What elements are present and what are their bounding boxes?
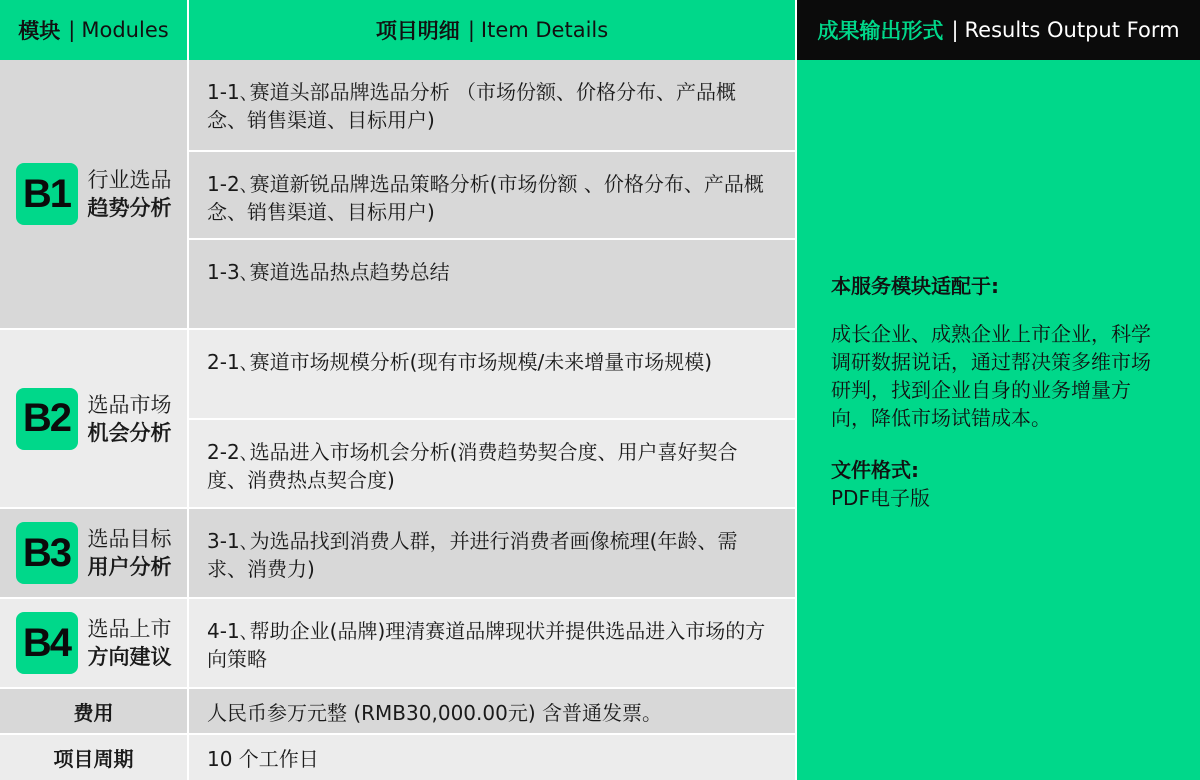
results-body: 成长企业、成熟企业上市企业，科学调研数据说话，通过帮决策多维市场研判，找到企业自身的业务增量方向，降低市场试错成本。 (831, 322, 1151, 430)
module-badge-b1: B1 (16, 163, 78, 225)
item-detail-2-2: 2-2､选品进入市场机会分析(消费趋势契合度、用户喜好契合度、消费热点契合度) (189, 420, 795, 507)
file-format-title: 文件格式: (831, 458, 919, 482)
item-detail-4-1: 4-1､帮助企业(品牌)理清赛道品牌现状并提供选品进入市场的方向策略 (189, 599, 795, 687)
period-label: 项目周期 (0, 735, 187, 780)
period-value: 10 个工作日 (189, 735, 795, 780)
module-title-line2: 机会分析 (87, 420, 172, 445)
module-title-line2: 用户分析 (87, 555, 172, 579)
item-detail-2-1: 2-1､赛道市场规模分析(现有市场规模/未来增量市场规模) (189, 330, 795, 418)
module-title-line2: 趋势分析 (87, 196, 172, 220)
item-detail-1-2: 1-2､赛道新锐品牌选品策略分析(市场份额 、价格分布、产品概念、销售渠道、目标用户) (189, 152, 795, 238)
fee-value: 人民币参万元整 (RMB30,000.00元) 含普通发票。 (189, 689, 795, 733)
fee-label: 费用 (0, 689, 187, 733)
module-badge-b4: B4 (16, 612, 78, 674)
item-detail-3-1: 3-1､为选品找到消费人群，并进行消费者画像梳理(年龄、需求、消费力) (189, 509, 795, 597)
results-panel (797, 60, 1200, 780)
item-detail-1-1: 1-1､赛道头部品牌选品分析 （市场份额、价格分布、产品概念、销售渠道、目标用户) (189, 60, 795, 150)
module-b3 (0, 509, 187, 597)
header-item-details: 项目明细 | Item Details (189, 0, 795, 60)
module-title-line1: 选品目标 (87, 527, 172, 551)
file-format-value: PDF电子版 (831, 486, 930, 510)
module-b2 (0, 330, 187, 507)
module-title-line1: 选品上市 (87, 617, 172, 641)
module-badge-b3: B3 (16, 522, 78, 584)
module-title-line2: 方向建议 (87, 645, 172, 669)
results-title: 本服务模块适配于: (831, 274, 999, 298)
module-b4 (0, 599, 187, 687)
module-title-line1: 行业选品 (87, 168, 172, 192)
module-title-line1: 选品市场 (87, 392, 172, 417)
header-modules: 模块 | Modules (0, 0, 187, 60)
module-b1 (0, 60, 187, 328)
item-detail-1-3: 1-3､赛道选品热点趋势总结 (189, 240, 795, 328)
module-badge-b2: B2 (16, 388, 78, 450)
header-results-output: 成果输出形式 | Results Output Form (797, 0, 1200, 60)
